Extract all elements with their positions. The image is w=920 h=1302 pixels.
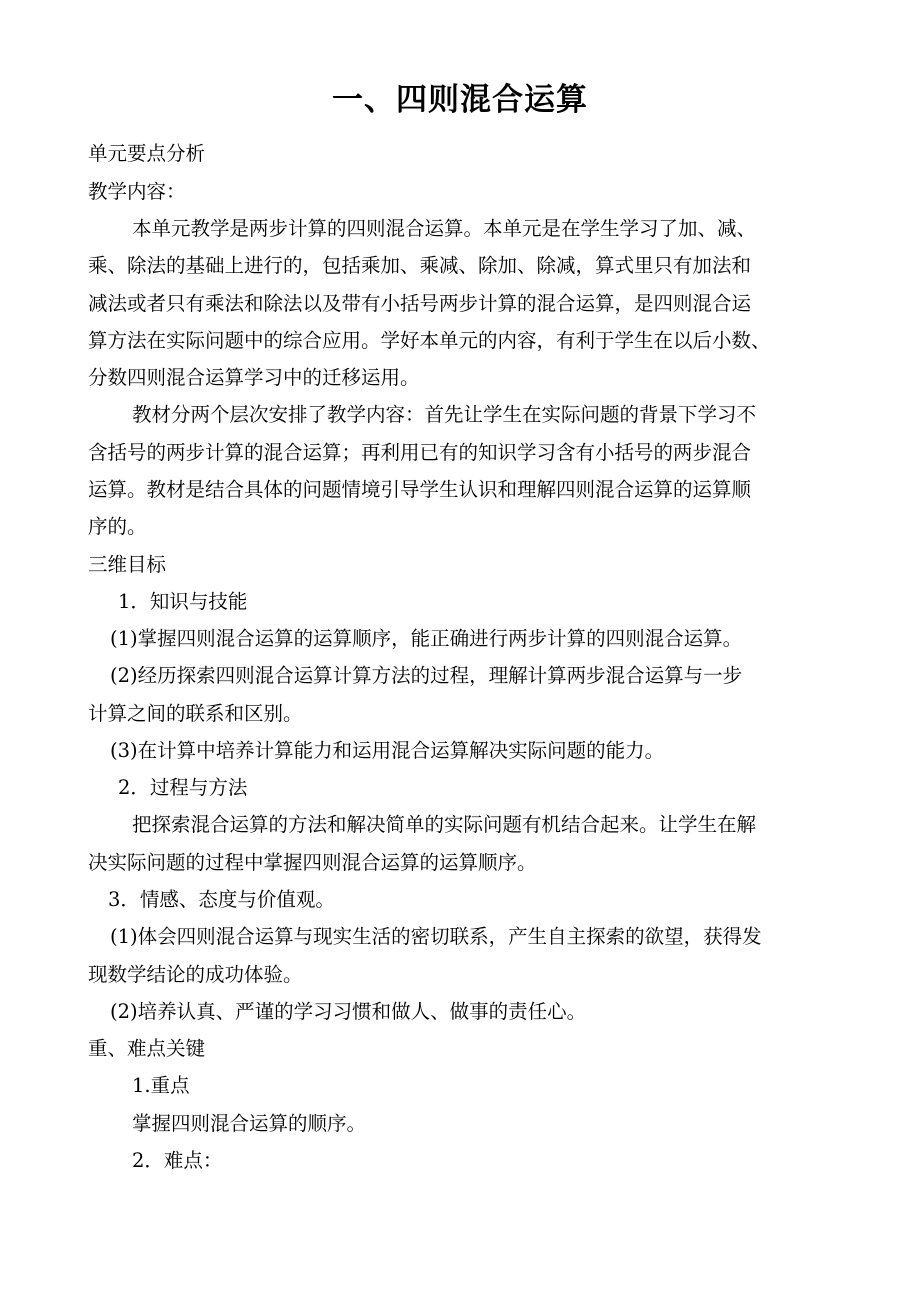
section-heading-three-goals: 三维目标	[88, 553, 167, 576]
list-item: (2)培养认真、严谨的学习习惯和做人、做事的责任心。	[110, 1000, 587, 1023]
section-heading-key-points: 重、难点关键	[88, 1037, 206, 1060]
list-item-continuation: 现数学结论的成功体验。	[88, 963, 303, 986]
list-heading-key-point: 1.重点	[132, 1074, 190, 1097]
list-item: (1)体会四则混合运算与现实生活的密切联系，产生自主探索的欲望，获得发	[110, 925, 762, 948]
list-item-continuation: 计算之间的联系和区别。	[88, 702, 303, 725]
paragraph-line: 减法或者只有乘法和除法以及带有小括号两步计算的混合运算，是四则混合运	[88, 292, 752, 315]
list-item: (2)经历探索四则混合运算计算方法的过程，理解计算两步混合运算与一步	[110, 664, 743, 687]
list-item: (3)在计算中培养计算能力和运用混合运算解决实际问题的能力。	[110, 739, 665, 762]
subheading-teaching-content: 教学内容：	[88, 180, 186, 203]
paragraph-line: 把探索混合运算的方法和解决简单的实际问题有机结合起来。让学生在解	[132, 813, 757, 836]
section-heading-unit-analysis: 单元要点分析	[88, 142, 206, 165]
paragraph-line: 教材分两个层次安排了教学内容：首先让学生在实际问题的背景下学习不	[132, 403, 757, 426]
paragraph-line: 本单元教学是两步计算的四则混合运算。本单元是在学生学习了加、减、	[132, 217, 757, 240]
paragraph-line: 运算。教材是结合具体的问题情境引导学生认识和理解四则混合运算的运算顺	[88, 478, 752, 501]
paragraph-line: 含括号的两步计算的混合运算；再利用已有的知识学习含有小括号的两步混合	[88, 441, 752, 464]
page-title: 一、四则混合运算	[332, 82, 588, 118]
paragraph-line: 分数四则混合运算学习中的迁移运用。	[88, 366, 420, 389]
paragraph-line: 算方法在实际问题中的综合应用。学好本单元的内容，有利于学生在以后小数、	[88, 329, 771, 352]
list-heading-knowledge-skills: 1．知识与技能	[118, 590, 248, 613]
list-heading-difficult-point: 2．难点：	[132, 1149, 223, 1172]
list-item: (1)掌握四则混合运算的运算顺序，能正确进行两步计算的四则混合运算。	[110, 627, 743, 650]
paragraph-line: 乘、除法的基础上进行的，包括乘加、乘减、除加、除减，算式里只有加法和	[88, 254, 752, 277]
paragraph-line: 掌握四则混合运算的顺序。	[132, 1112, 367, 1135]
list-heading-process-method: 2．过程与方法	[118, 776, 248, 799]
paragraph-line: 序的。	[88, 515, 147, 538]
paragraph-line: 决实际问题的过程中掌握四则混合运算的运算顺序。	[88, 851, 537, 874]
list-heading-emotion-values: 3．情感、态度与价值观。	[108, 888, 335, 911]
